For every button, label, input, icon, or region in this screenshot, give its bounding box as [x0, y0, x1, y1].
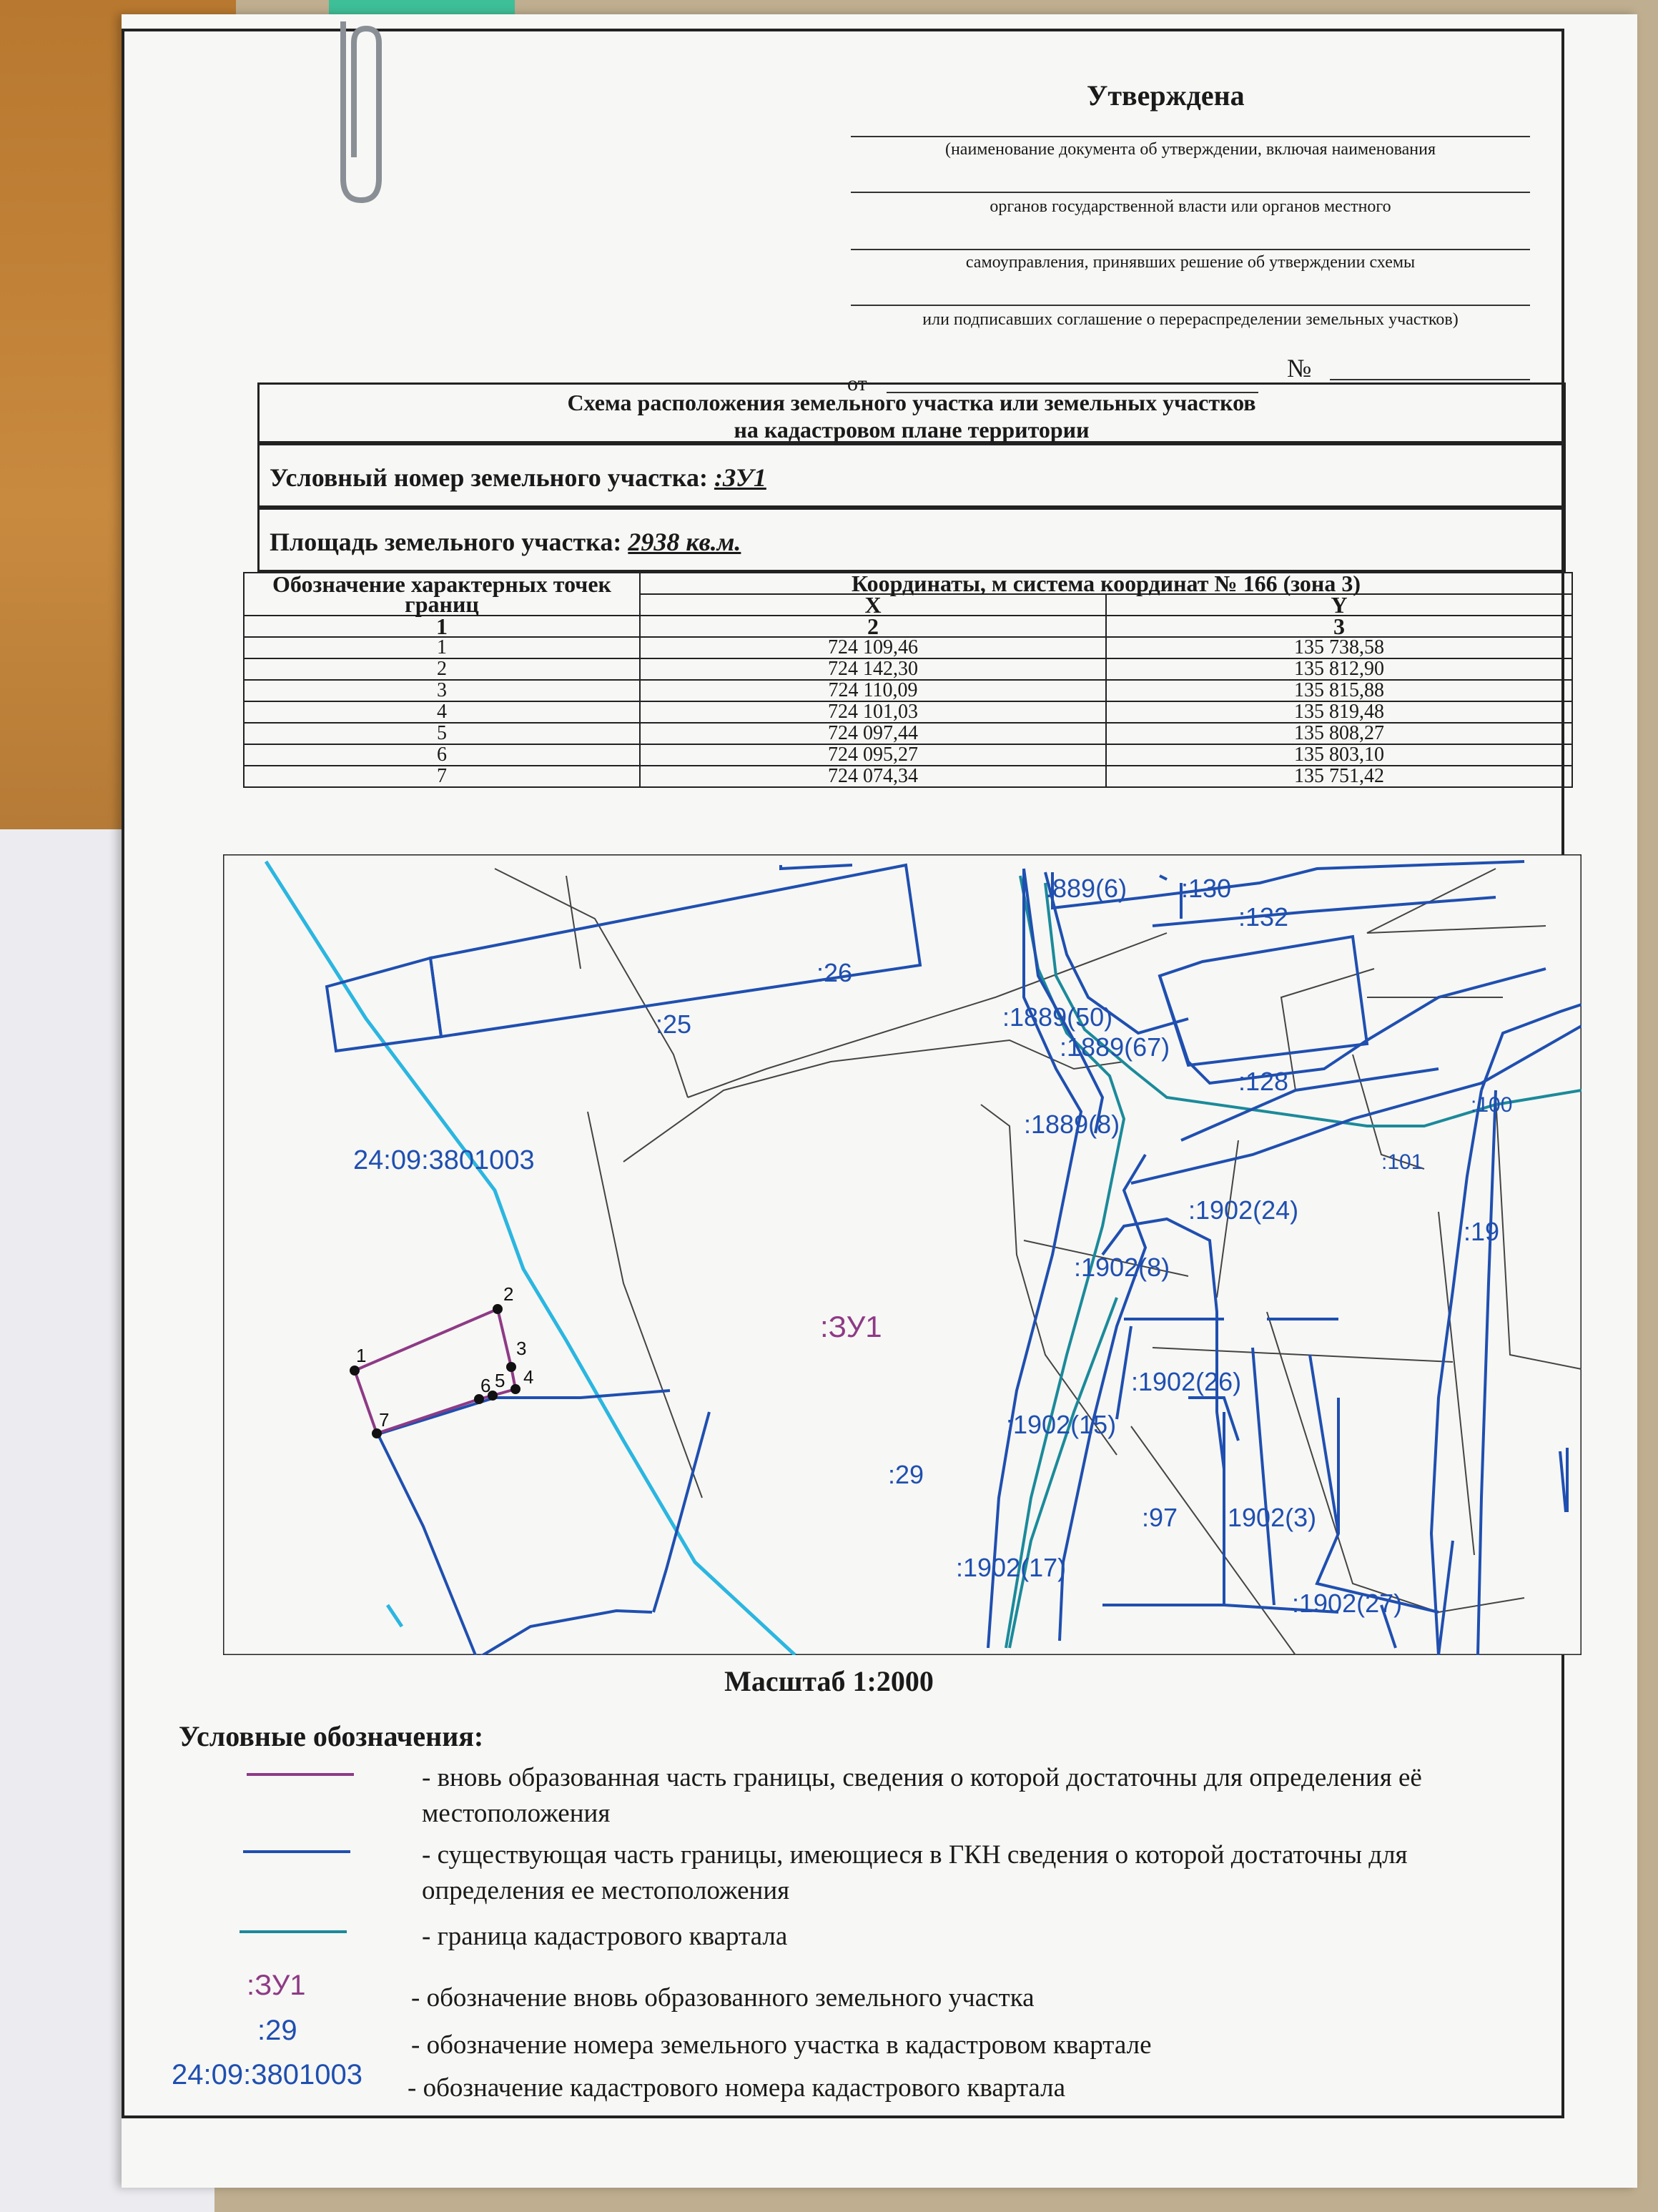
coord-row — [244, 658, 1572, 680]
legend-item: - обозначение кадастрового номера кадастрового квартала — [408, 2073, 1066, 2103]
plot-label: :101 — [1381, 1150, 1423, 1174]
coord-row — [244, 723, 1572, 744]
from-label: от — [847, 372, 867, 395]
plot-label: :1902(24) — [1188, 1195, 1299, 1225]
x-value: 724 109,46 — [640, 637, 1106, 658]
legend-item: - вновь образованная часть границы, сведения о которой достаточны для определения её местоположения — [422, 1763, 1422, 1828]
point-number: 5 — [244, 723, 640, 744]
plot-label: :1889(67) — [1060, 1032, 1170, 1062]
point-label: 2 — [503, 1283, 514, 1305]
paperclip-icon — [322, 14, 400, 207]
plot-number-value: :ЗУ1 — [714, 463, 766, 492]
approval-note: (наименование документа об утверждении, включая наименования — [944, 140, 1436, 159]
plot-label: :1902(3) — [1220, 1503, 1317, 1532]
plot-area-label: Площадь земельного участка: — [270, 528, 622, 556]
scheme-title-line2: на кадастровом плане территории — [734, 417, 1090, 443]
legend-new-symbol: :ЗУ1 — [247, 1970, 306, 2001]
y-value: 135 738,58 — [1106, 637, 1572, 658]
coord-row — [244, 766, 1572, 787]
approval-line — [851, 192, 1530, 193]
plot-label: :130 — [1181, 874, 1232, 903]
scheme-title-line1: Схема расположения земельного участка или земельных участков — [567, 390, 1256, 415]
y-value: 135 815,88 — [1106, 680, 1572, 701]
plot-label: :128 — [1238, 1067, 1289, 1096]
point-label: 6 — [480, 1375, 491, 1396]
point-number: 2 — [244, 658, 640, 680]
plot-area-row — [257, 508, 1566, 572]
legend-new-line — [247, 1773, 354, 1776]
x-value: 724 101,03 — [640, 701, 1106, 723]
col-num: 3 — [1106, 616, 1572, 637]
coord-row — [244, 701, 1572, 723]
plot-label: :1902(8) — [1074, 1253, 1170, 1282]
point-number: 6 — [244, 744, 640, 766]
approval-note: или подписавших соглашение о перераспределении земельных участков) — [922, 310, 1459, 329]
number-label: № — [1287, 354, 1312, 382]
number-line — [1330, 379, 1530, 380]
x-value: 724 142,30 — [640, 658, 1106, 680]
point-number: 1 — [244, 637, 640, 658]
y-value: 135 808,27 — [1106, 723, 1572, 744]
y-value: 135 819,48 — [1106, 701, 1572, 723]
scheme-title — [257, 382, 1566, 443]
point-label: 3 — [516, 1338, 527, 1359]
coordinates-table — [243, 572, 1573, 788]
plot-number-row — [257, 443, 1566, 508]
plot-label: :1889(8) — [1024, 1110, 1120, 1139]
plot-label: :1902(17) — [956, 1553, 1067, 1582]
y-value: 135 751,42 — [1106, 766, 1572, 787]
approval-line — [851, 136, 1530, 137]
legend-item: - обозначение вновь образованного земельного участка — [411, 1983, 1035, 2013]
point-label: 4 — [523, 1366, 534, 1388]
plot-label: :132 — [1238, 902, 1289, 932]
plot-label: :29 — [888, 1460, 924, 1489]
approval-line — [851, 249, 1530, 250]
col-num: 2 — [640, 616, 1106, 637]
legend-title: Условные обозначения: — [179, 1720, 484, 1752]
coord-row — [244, 744, 1572, 766]
plot-label: :19 — [1464, 1217, 1500, 1246]
plot-label: :1902(26) — [1131, 1367, 1242, 1396]
point-number: 3 — [244, 680, 640, 701]
legend-item: - обозначение номера земельного участка в кадастровом квартале — [411, 2030, 1152, 2060]
x-value: 724 110,09 — [640, 680, 1106, 701]
plot-label: :25 — [656, 1009, 692, 1039]
point-3-marker — [506, 1362, 516, 1372]
legend-existing-line — [243, 1850, 350, 1853]
plot-label: :100 — [1471, 1093, 1513, 1117]
scale-label: Масштаб 1:2000 — [724, 1665, 934, 1697]
col-num: 1 — [244, 616, 640, 637]
plot-label: :889(6) — [1045, 874, 1127, 903]
point-label: 1 — [356, 1345, 367, 1366]
points-header: Обозначение характерных точек границ — [244, 573, 640, 616]
quarter-label: 24:09:3801003 — [353, 1145, 535, 1175]
point-1-marker — [350, 1366, 360, 1376]
plot-label: :26 — [816, 958, 853, 987]
legend-quarter-symbol: 24:09:3801003 — [172, 2059, 362, 2090]
plot-label: :1889(50) — [1002, 1002, 1113, 1032]
coord-row — [244, 680, 1572, 701]
coord-row — [244, 637, 1572, 658]
legend-item: - существующая часть границы, имеющиеся в ГКН сведения о которой достаточны для определения ее местоположения — [422, 1840, 1408, 1905]
y-value: 135 803,10 — [1106, 744, 1572, 766]
point-number: 4 — [244, 701, 640, 723]
legend-plot-symbol: :29 — [257, 2015, 297, 2046]
plot-label: :1902(15) — [1006, 1410, 1117, 1439]
plot-area-value: 2938 кв.м. — [628, 528, 741, 556]
legend-quarter-line — [240, 1930, 347, 1933]
coords-header: Координаты, м система координат № 166 (зона 3) — [640, 573, 1572, 594]
point-label: 7 — [379, 1409, 390, 1431]
approved-title: Утверждена — [1087, 79, 1245, 112]
x-header: X — [640, 594, 1106, 616]
y-header: Y — [1106, 594, 1572, 616]
plot-number-label: Условный номер земельного участка: — [270, 463, 708, 492]
approval-line — [851, 305, 1530, 306]
new-plot-label: :ЗУ1 — [820, 1310, 882, 1343]
point-2-marker — [493, 1304, 503, 1314]
x-value: 724 097,44 — [640, 723, 1106, 744]
y-value: 135 812,90 — [1106, 658, 1572, 680]
point-label: 5 — [495, 1370, 505, 1391]
x-value: 724 095,27 — [640, 744, 1106, 766]
legend-item: - граница кадастрового квартала — [422, 1922, 788, 1951]
x-value: 724 074,34 — [640, 766, 1106, 787]
plot-label: :1902(27) — [1292, 1589, 1403, 1618]
point-4-marker — [510, 1384, 520, 1394]
point-number: 7 — [244, 766, 640, 787]
approval-note: органов государственной власти или органов местного — [990, 197, 1391, 216]
cadastral-map — [223, 854, 1581, 1655]
plot-label: :97 — [1142, 1503, 1178, 1532]
approval-note: самоуправления, принявших решение об утверждении схемы — [965, 253, 1416, 272]
